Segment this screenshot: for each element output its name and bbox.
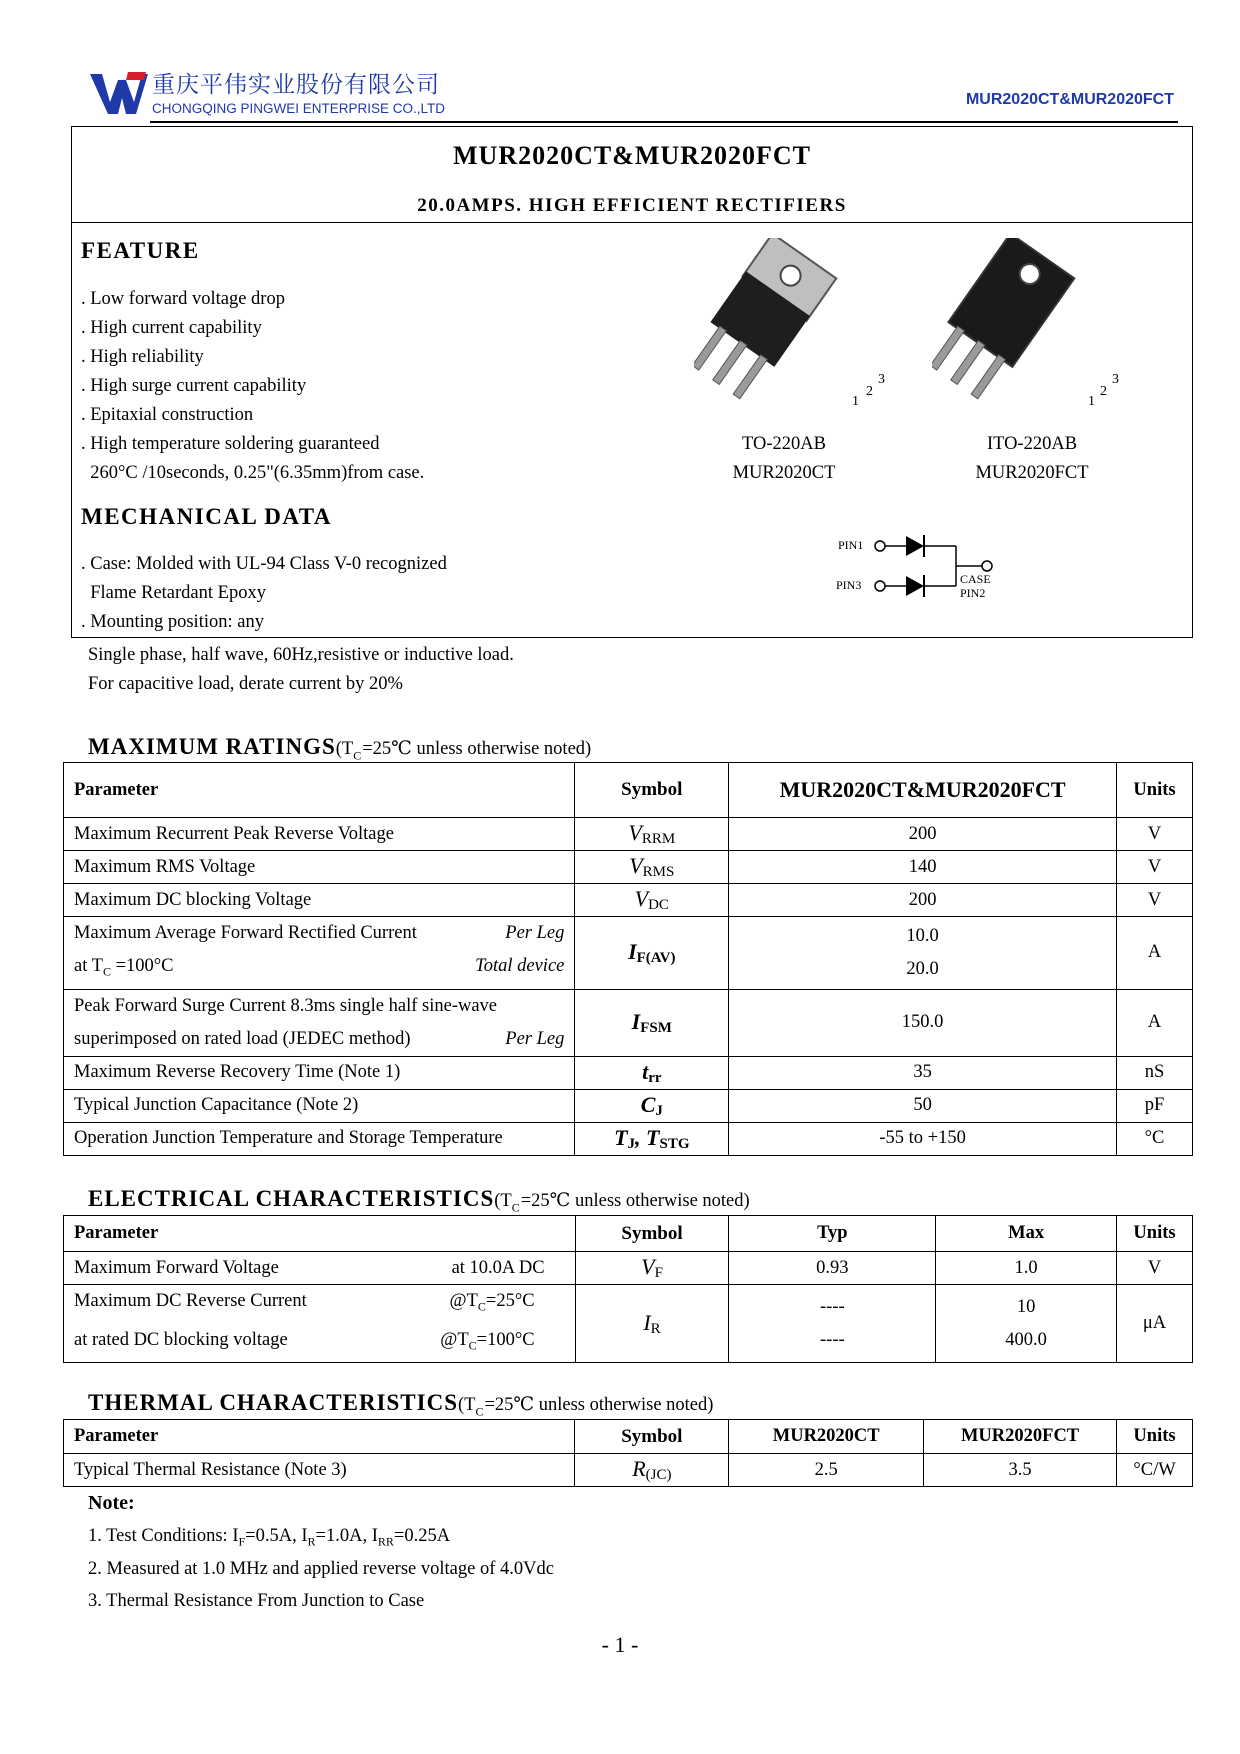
mechanical-item: . Mounting position: any (81, 612, 264, 632)
table-row: Typical Junction Capacitance (Note 2) $C_J$ 50 pF (64, 1089, 1193, 1122)
col-header: Symbol (575, 763, 729, 818)
schematic-pin3-label: PIN3 (836, 578, 862, 592)
table-row: Maximum Recurrent Peak Reverse Voltage $V_{RRM}$ 200 V (64, 818, 1193, 851)
table-row: Maximum Forward Voltage at 10.0A DC $V_F$ 0.93 1.0 V (64, 1252, 1193, 1285)
table-row: Typical Thermal Resistance (Note 3) $R_{(JC)}$ 2.5 3.5 °C/W (64, 1454, 1193, 1487)
table-row: Maximum DC Reverse Current $@T_C=25^\circ C$ at rated DC blocking voltage $@T_C=100^\circ C$ $I_R$ ---- ---- 10 400.0 μA (64, 1285, 1193, 1363)
condition-note: Single phase, half wave, 60Hz,resistive or inductive load. (88, 645, 514, 665)
mechanical-item: Flame Retardant Epoxy (81, 583, 266, 603)
header-rule (150, 121, 1178, 123)
feature-heading: FEATURE (81, 238, 200, 263)
note-item: 3. Thermal Resistance From Junction to Case (88, 1591, 425, 1611)
mechanical-heading: MECHANICAL DATA (81, 504, 333, 529)
col-header: Parameter (64, 763, 575, 818)
feature-item: . High current capability (81, 318, 262, 338)
package-part: MUR2020CT (732, 463, 836, 483)
company-logo (88, 68, 148, 116)
package-name: TO-220AB (742, 434, 826, 454)
thermal-table (63, 1419, 1193, 1487)
page-title: MUR2020CT&MUR2020FCT (453, 141, 811, 170)
electrical-heading: ELECTRICAL $CHARACTERISTICS(T_C=25℃$ unless otherwise noted) (88, 1186, 750, 1215)
table-header-row (64, 763, 1193, 818)
ito220ab-package-image (932, 238, 1132, 408)
col-header: Units (1117, 763, 1193, 818)
pin-label: 3 (878, 372, 885, 387)
notes-heading: Note: (88, 1492, 135, 1514)
pin-label: 1 (852, 394, 859, 409)
note-item: 1. Test Conditions: $I_F=0.5A$, $I_R=1.0A$, $I_{RR}=0.25A$ (88, 1526, 451, 1549)
col-header: MUR2020CT&MUR2020FCT (729, 763, 1117, 818)
max-ratings-table (63, 762, 1193, 1156)
company-name-en: CHONGQING PINGWEI ENTERPRISE CO.,LTD (152, 101, 446, 116)
table-header-row: Parameter Symbol Typ Max Units (64, 1216, 1193, 1252)
note-item: 2. Measured at 1.0 MHz and applied reverse voltage of 4.0Vdc (88, 1559, 554, 1579)
package-part: MUR2020FCT (975, 463, 1089, 483)
feature-item: . Epitaxial construction (81, 405, 254, 425)
thermal-heading: THERMAL $CHARACTERISTICS(T_C=25℃$ unless otherwise noted) (88, 1390, 714, 1419)
package-name: ITO-220AB (986, 434, 1078, 454)
table-header-row: Parameter Symbol MUR2020CT MUR2020FCT Units (64, 1420, 1193, 1454)
condition-note: For capacitive load, derate current by 20% (88, 674, 403, 694)
pin-label: 2 (866, 384, 873, 399)
table-row: Maximum RMS Voltage $V_{RMS}$ 140 V (64, 851, 1193, 884)
max-ratings-heading: MAXIMUM $RATINGS(T_C=25℃$ unless otherwise noted) (88, 734, 592, 763)
table-row: Peak Forward Surge Current 8.3ms single half sine-wave superimposed on rated load (JEDEC method) Per Leg $I_{FSM}$ 150.0 A (64, 989, 1193, 1056)
feature-item: 260°C /10seconds, 0.25"(6.35mm)from case. (81, 463, 425, 483)
table-row: Operation Junction Temperature and Storage Temperature $T_J$, $T_{STG}$ -55 to +150 °C (64, 1122, 1193, 1155)
pin-label: 2 (1100, 384, 1107, 399)
table-row: Maximum Reverse Recovery Time (Note 1) $t_{rr}$ 35 nS (64, 1056, 1193, 1089)
schematic-pin2-label: PIN2 (960, 586, 986, 600)
pin-label: 3 (1112, 372, 1119, 387)
header-part-number: MUR2020CT&MUR2020FCT (965, 91, 1174, 108)
pin-label: 1 (1088, 394, 1095, 409)
schematic-case-label: CASE (960, 572, 991, 586)
company-name-cn: 重庆平伟实业股份有限公司 (152, 72, 440, 98)
feature-item: . High temperature soldering guaranteed (81, 434, 380, 454)
feature-item: . High surge current capability (81, 376, 307, 396)
page-subtitle: 20.0AMPS. HIGH EFFICIENT RECTIFIERS (417, 195, 847, 216)
mechanical-item: . Case: Molded with UL-94 Class V-0 recognized (81, 554, 447, 574)
table-row: Maximum Average Forward Rectified Current Per Leg at $T_C =100^\circ C$ Total device $I_{F(AV)}$ 10.0 20.0 A (64, 917, 1193, 990)
feature-item: . Low forward voltage drop (81, 289, 285, 309)
feature-item: . High reliability (81, 347, 204, 367)
table-row: Maximum DC blocking Voltage $V_{DC}$ 200 V (64, 884, 1193, 917)
schematic-pin1-label: PIN1 (838, 538, 864, 552)
electrical-table (63, 1215, 1193, 1363)
page-number: - 1 - (601, 1632, 639, 1657)
to220ab-package-image (694, 238, 894, 408)
